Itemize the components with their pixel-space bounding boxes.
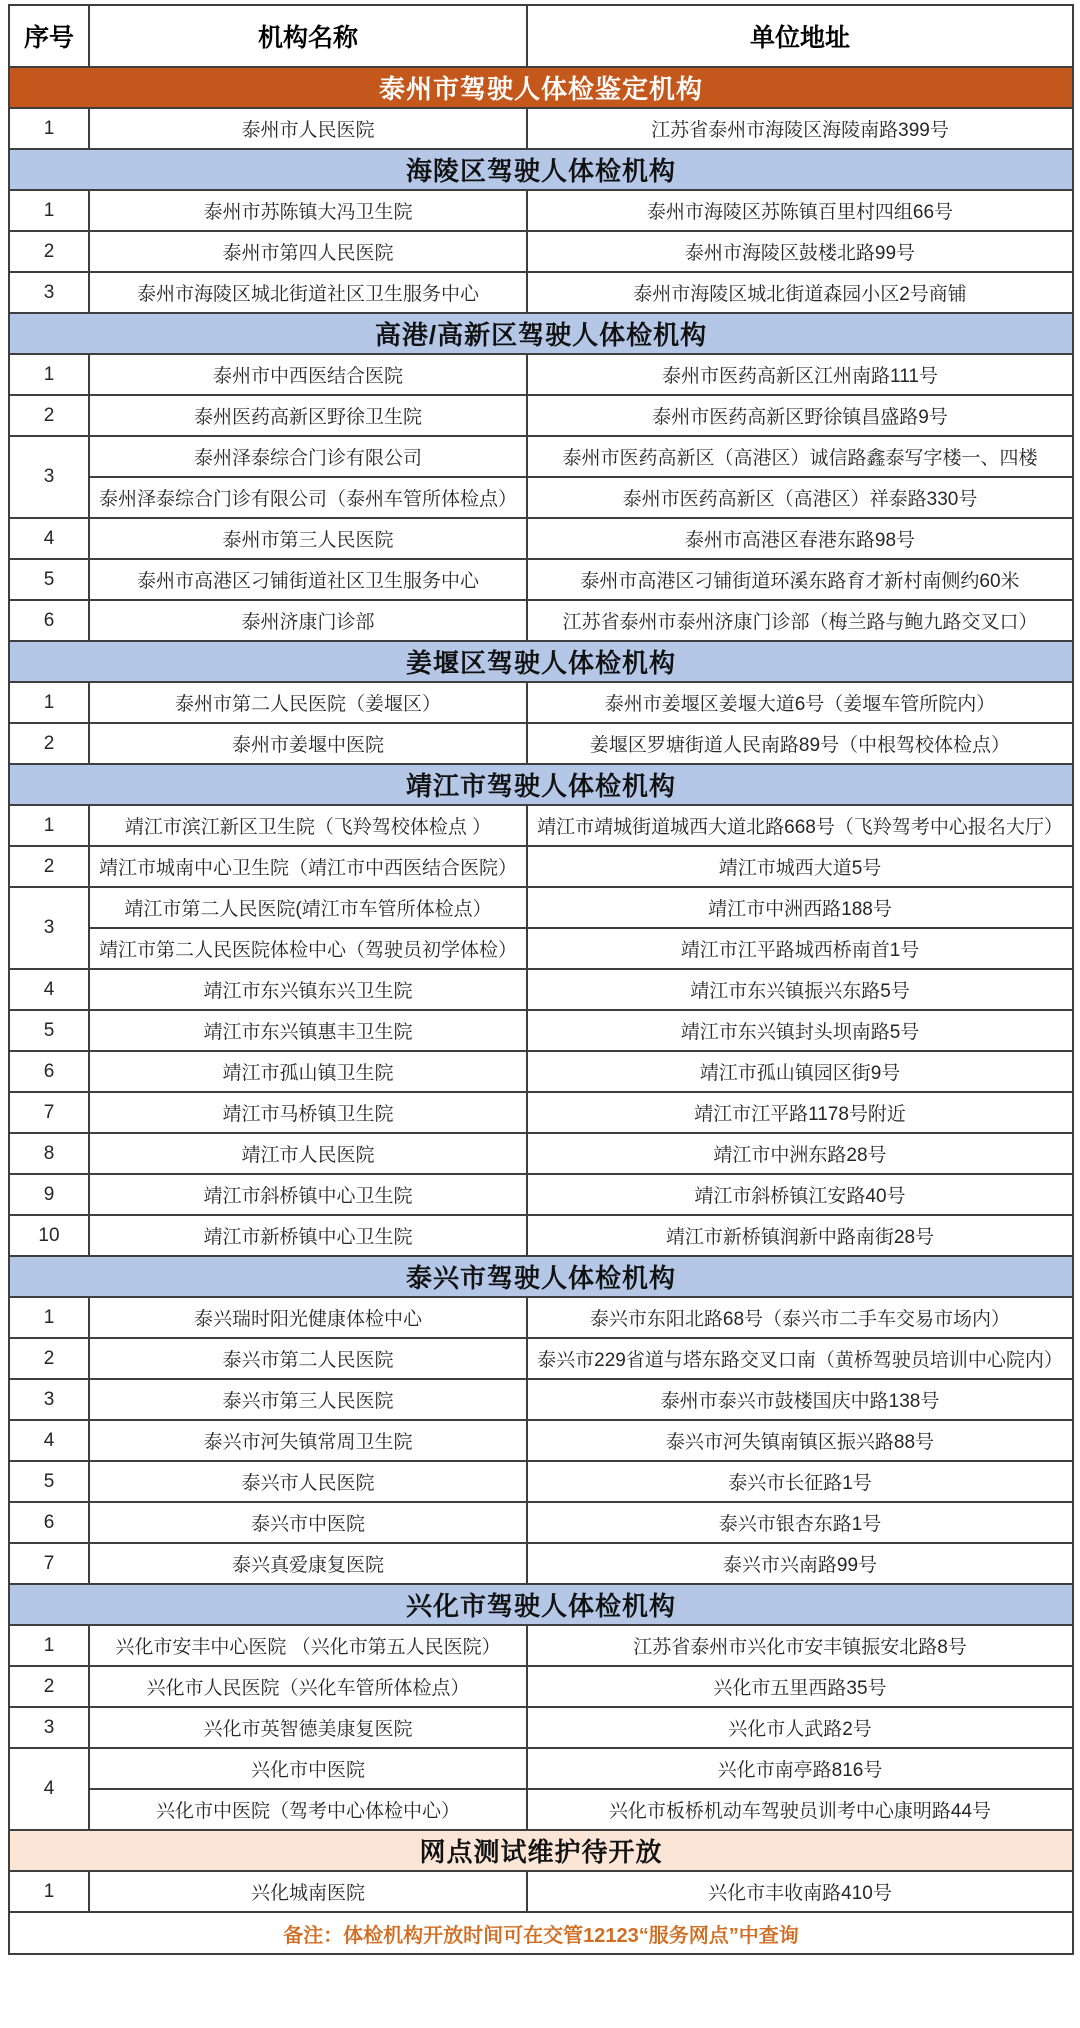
address-cell: 靖江市江平路城西桥南首1号 [527, 928, 1073, 969]
serial-cell: 5 [9, 1010, 89, 1051]
institution-name-cell: 泰州市第四人民医院 [89, 231, 527, 272]
institution-name-cell: 泰兴市河失镇常周卫生院 [89, 1420, 527, 1461]
address-cell: 泰兴市229省道与塔东路交叉口南（黄桥驾驶员培训中心院内） [527, 1338, 1073, 1379]
table-row [9, 1707, 1073, 1748]
table-row [9, 1666, 1073, 1707]
serial-cell: 6 [9, 600, 89, 641]
institution-name-cell: 兴化市中医院（驾考中心体检中心） [89, 1789, 527, 1830]
table-body [9, 67, 1073, 1912]
address-cell: 靖江市靖城街道城西大道北路668号（飞羚驾考中心报名大厅） [527, 805, 1073, 846]
institution-name-cell: 靖江市第二人民医院(靖江市车管所体检点） [89, 887, 527, 928]
section-header-row [9, 764, 1073, 805]
medical-exam-institutions-table [8, 4, 1074, 1955]
serial-cell: 2 [9, 723, 89, 764]
section-header-row [9, 67, 1073, 108]
serial-cell: 4 [9, 518, 89, 559]
serial-cell: 1 [9, 1625, 89, 1666]
table-row [9, 559, 1073, 600]
address-cell: 兴化市板桥机动车驾驶员训考中心康明路44号 [527, 1789, 1073, 1830]
address-cell: 靖江市东兴镇振兴东路5号 [527, 969, 1073, 1010]
table-row [9, 1379, 1073, 1420]
table-row [9, 1543, 1073, 1584]
institution-name-cell: 泰兴市第二人民医院 [89, 1338, 527, 1379]
address-cell: 泰州市泰兴市鼓楼国庆中路138号 [527, 1379, 1073, 1420]
serial-cell: 4 [9, 1748, 89, 1830]
address-cell: 泰州市医药高新区野徐镇昌盛路9号 [527, 395, 1073, 436]
table-header-row [9, 5, 1073, 67]
institution-name-cell: 靖江市斜桥镇中心卫生院 [89, 1174, 527, 1215]
institution-name-cell: 泰州市苏陈镇大冯卫生院 [89, 190, 527, 231]
address-cell: 江苏省泰州市兴化市安丰镇振安北路8号 [527, 1625, 1073, 1666]
section-title: 靖江市驾驶人体检机构 [9, 764, 1073, 805]
section-title: 海陵区驾驶人体检机构 [9, 149, 1073, 190]
serial-cell: 1 [9, 1871, 89, 1912]
institution-name-cell: 靖江市人民医院 [89, 1133, 527, 1174]
institution-name-cell: 泰兴市第三人民医院 [89, 1379, 527, 1420]
column-header-institution-name: 机构名称 [89, 5, 527, 67]
institution-name-cell: 靖江市城南中心卫生院（靖江市中西医结合医院） [89, 846, 527, 887]
institution-name-cell: 泰州泽泰综合门诊有限公司 [89, 436, 527, 477]
serial-cell: 3 [9, 1379, 89, 1420]
institution-name-cell: 兴化城南医院 [89, 1871, 527, 1912]
serial-cell: 8 [9, 1133, 89, 1174]
address-cell: 泰州市姜堰区姜堰大道6号（姜堰车管所院内） [527, 682, 1073, 723]
section-header-row [9, 149, 1073, 190]
table-row [9, 395, 1073, 436]
address-cell: 泰州市医药高新区江州南路111号 [527, 354, 1073, 395]
table-row [9, 1297, 1073, 1338]
table-row [9, 1461, 1073, 1502]
institution-name-cell: 靖江市第二人民医院体检中心（驾驶员初学体检） [89, 928, 527, 969]
address-cell: 兴化市丰收南路410号 [527, 1871, 1073, 1912]
institution-name-cell: 泰州医药高新区野徐卫生院 [89, 395, 527, 436]
institution-name-cell: 泰兴市人民医院 [89, 1461, 527, 1502]
institution-name-cell: 泰州市高港区刁铺街道社区卫生服务中心 [89, 559, 527, 600]
institution-name-cell: 靖江市孤山镇卫生院 [89, 1051, 527, 1092]
serial-cell: 2 [9, 846, 89, 887]
table-row [9, 1092, 1073, 1133]
address-cell: 兴化市南亭路816号 [527, 1748, 1073, 1789]
table-row [9, 1010, 1073, 1051]
institution-name-cell: 泰州济康门诊部 [89, 600, 527, 641]
institution-name-cell: 泰州泽泰综合门诊有限公司（泰州车管所体检点） [89, 477, 527, 518]
table-row [9, 354, 1073, 395]
table-row [9, 1174, 1073, 1215]
address-cell: 泰州市医药高新区（高港区）祥泰路330号 [527, 477, 1073, 518]
address-cell: 兴化市五里西路35号 [527, 1666, 1073, 1707]
address-cell: 泰州市海陵区城北街道森园小区2号商铺 [527, 272, 1073, 313]
serial-cell: 3 [9, 1707, 89, 1748]
address-cell: 靖江市城西大道5号 [527, 846, 1073, 887]
address-cell: 靖江市东兴镇封头坝南路5号 [527, 1010, 1073, 1051]
institution-name-cell: 泰州市人民医院 [89, 108, 527, 149]
serial-cell: 7 [9, 1543, 89, 1584]
address-cell: 靖江市孤山镇园区街9号 [527, 1051, 1073, 1092]
section-title: 姜堰区驾驶人体检机构 [9, 641, 1073, 682]
section-header-row [9, 1256, 1073, 1297]
address-cell: 泰兴市兴南路99号 [527, 1543, 1073, 1584]
table-row [9, 1051, 1073, 1092]
institution-name-cell: 靖江市新桥镇中心卫生院 [89, 1215, 527, 1256]
serial-cell: 2 [9, 231, 89, 272]
serial-cell: 6 [9, 1502, 89, 1543]
section-header-row [9, 641, 1073, 682]
serial-cell: 1 [9, 354, 89, 395]
section-header-row [9, 1830, 1073, 1871]
table-row [9, 1133, 1073, 1174]
table-row [9, 928, 1073, 969]
address-cell: 兴化市人武路2号 [527, 1707, 1073, 1748]
address-cell: 靖江市新桥镇润新中路南街28号 [527, 1215, 1073, 1256]
table-row [9, 231, 1073, 272]
address-cell: 泰兴市河失镇南镇区振兴路88号 [527, 1420, 1073, 1461]
column-header-serial: 序号 [9, 5, 89, 67]
institution-name-cell: 兴化市英智德美康复医院 [89, 1707, 527, 1748]
section-title: 高港/高新区驾驶人体检机构 [9, 313, 1073, 354]
institution-name-cell: 兴化市安丰中心医院 （兴化市第五人民医院） [89, 1625, 527, 1666]
address-cell: 靖江市江平路1178号附近 [527, 1092, 1073, 1133]
serial-cell: 1 [9, 805, 89, 846]
address-cell: 靖江市中洲东路28号 [527, 1133, 1073, 1174]
institution-name-cell: 靖江市滨江新区卫生院（飞羚驾校体检点 ） [89, 805, 527, 846]
address-cell: 泰兴市长征路1号 [527, 1461, 1073, 1502]
table-row [9, 1625, 1073, 1666]
institution-name-cell: 泰兴市中医院 [89, 1502, 527, 1543]
serial-cell: 4 [9, 1420, 89, 1461]
institution-name-cell: 泰州市姜堰中医院 [89, 723, 527, 764]
table-row [9, 1420, 1073, 1461]
institution-name-cell: 泰州市海陵区城北街道社区卫生服务中心 [89, 272, 527, 313]
institution-name-cell: 泰州市第三人民医院 [89, 518, 527, 559]
table-row [9, 108, 1073, 149]
institution-name-cell: 靖江市马桥镇卫生院 [89, 1092, 527, 1133]
table-row [9, 477, 1073, 518]
address-cell: 泰州市高港区春港东路98号 [527, 518, 1073, 559]
address-cell: 江苏省泰州市泰州济康门诊部（梅兰路与鲍九路交叉口） [527, 600, 1073, 641]
serial-cell: 5 [9, 1461, 89, 1502]
address-cell: 泰州市医药高新区（高港区）诚信路鑫泰写字楼一、四楼 [527, 436, 1073, 477]
address-cell: 泰兴市银杏东路1号 [527, 1502, 1073, 1543]
table-row [9, 805, 1073, 846]
serial-cell: 2 [9, 1338, 89, 1379]
section-title: 网点测试维护待开放 [9, 1830, 1073, 1871]
institution-name-cell: 泰兴瑞时阳光健康体检中心 [89, 1297, 527, 1338]
address-cell: 姜堰区罗塘街道人民南路89号（中根驾校体检点） [527, 723, 1073, 764]
table-row [9, 682, 1073, 723]
serial-cell: 1 [9, 190, 89, 231]
table-row [9, 600, 1073, 641]
section-header-row [9, 1584, 1073, 1625]
address-cell: 靖江市斜桥镇江安路40号 [527, 1174, 1073, 1215]
institution-name-cell: 靖江市东兴镇惠丰卫生院 [89, 1010, 527, 1051]
serial-cell: 7 [9, 1092, 89, 1133]
table-row [9, 1748, 1073, 1789]
serial-cell: 1 [9, 108, 89, 149]
serial-cell: 6 [9, 1051, 89, 1092]
table-row [9, 1789, 1073, 1830]
address-cell: 靖江市中洲西路188号 [527, 887, 1073, 928]
table-row [9, 1338, 1073, 1379]
table-row [9, 723, 1073, 764]
serial-cell: 2 [9, 395, 89, 436]
serial-cell: 4 [9, 969, 89, 1010]
serial-cell: 3 [9, 272, 89, 313]
serial-cell: 5 [9, 559, 89, 600]
section-header-row [9, 313, 1073, 354]
serial-cell: 2 [9, 1666, 89, 1707]
table-row [9, 969, 1073, 1010]
section-title: 泰州市驾驶人体检鉴定机构 [9, 67, 1073, 108]
serial-cell: 10 [9, 1215, 89, 1256]
institution-name-cell: 泰兴真爱康复医院 [89, 1543, 527, 1584]
serial-cell: 1 [9, 682, 89, 723]
address-cell: 泰兴市东阳北路68号（泰兴市二手车交易市场内） [527, 1297, 1073, 1338]
institution-name-cell: 兴化市中医院 [89, 1748, 527, 1789]
serial-cell: 3 [9, 887, 89, 969]
address-cell: 江苏省泰州市海陵区海陵南路399号 [527, 108, 1073, 149]
table-row [9, 436, 1073, 477]
serial-cell: 9 [9, 1174, 89, 1215]
note-row [9, 1912, 1073, 1954]
institution-name-cell: 泰州市中西医结合医院 [89, 354, 527, 395]
note-text: 备注：体检机构开放时间可在交管12123“服务网点”中查询 [9, 1912, 1073, 1954]
section-title: 泰兴市驾驶人体检机构 [9, 1256, 1073, 1297]
table-row [9, 190, 1073, 231]
table-row [9, 1215, 1073, 1256]
table-row [9, 1871, 1073, 1912]
address-cell: 泰州市高港区刁铺街道环溪东路育才新村南侧约60米 [527, 559, 1073, 600]
table-row [9, 272, 1073, 313]
address-cell: 泰州市海陵区苏陈镇百里村四组66号 [527, 190, 1073, 231]
address-cell: 泰州市海陵区鼓楼北路99号 [527, 231, 1073, 272]
column-header-address: 单位地址 [527, 5, 1073, 67]
institution-name-cell: 靖江市东兴镇东兴卫生院 [89, 969, 527, 1010]
table-row [9, 518, 1073, 559]
serial-cell: 3 [9, 436, 89, 518]
table-row [9, 1502, 1073, 1543]
institution-name-cell: 泰州市第二人民医院（姜堰区） [89, 682, 527, 723]
table-row [9, 887, 1073, 928]
section-title: 兴化市驾驶人体检机构 [9, 1584, 1073, 1625]
institution-name-cell: 兴化市人民医院（兴化车管所体检点） [89, 1666, 527, 1707]
serial-cell: 1 [9, 1297, 89, 1338]
table-row [9, 846, 1073, 887]
